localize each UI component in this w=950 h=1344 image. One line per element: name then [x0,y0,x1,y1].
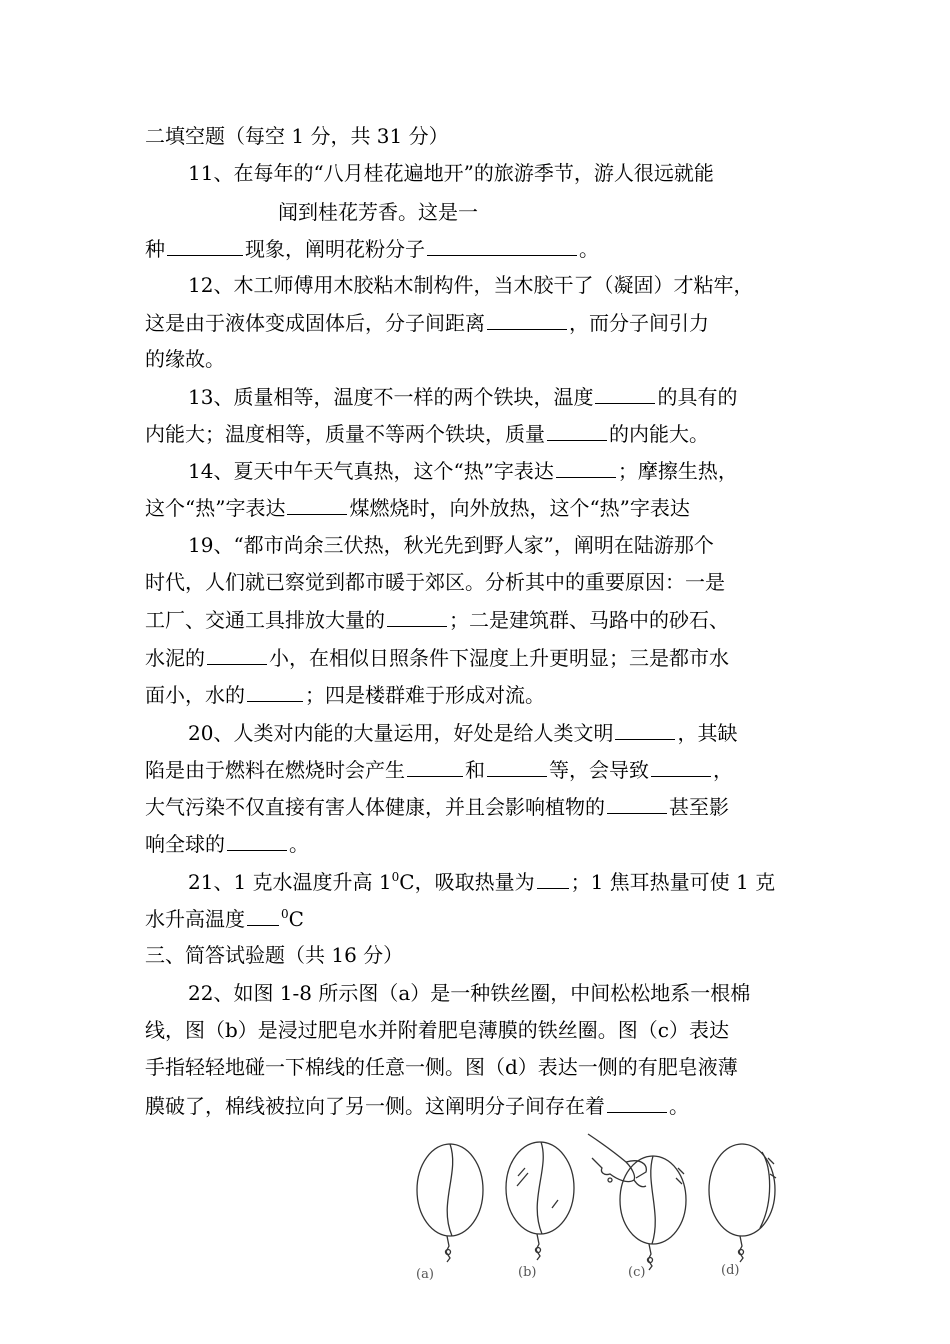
q21-text: C [288,907,304,931]
answer-blank[interactable] [487,757,547,777]
q11-line1: 11、在每年的“八月桂花遍地开”的旅游季节，游人很远就能 [188,161,714,185]
answer-blank[interactable] [547,421,607,441]
q20-line3 [145,794,729,819]
answer-blank[interactable] [167,236,243,256]
q11-text: 现象，阐明花粉分子 [245,237,425,261]
figure-label-a: (a) [416,1267,434,1282]
q22-line1: 22、如图 1-8 所示图（a）是一种铁丝圈，中间松松地系一根棉 [188,981,751,1005]
figure-label-d: (d) [721,1263,740,1278]
q20-line4 [145,831,309,856]
q19-line5 [145,682,545,707]
q21-text: 21、1 克水温度升高 1 [188,870,392,894]
q11-text: 。 [579,237,599,261]
q20-text: ， [713,758,733,782]
q13-text: 13、质量相等，温度不一样的两个铁块，温度 [188,385,594,409]
q20-text: 。 [289,832,309,856]
q14-text: ；摩擦生热， [617,459,738,483]
q14-text: 煤燃烧时，向外放热，这个“热”字表达 [349,496,690,520]
q22-text: 膜破了，棉线被拉向了另一侧。这阐明分子间存在着 [145,1094,605,1118]
q21-text: ；1 焦耳热量可使 1 克 [570,870,776,894]
answer-blank[interactable] [537,869,569,889]
q13-text: 内能大；温度相等，质量不等两个铁块，质量 [145,422,545,446]
q19-text: 水泥的 [145,646,205,670]
q20-text: 20、人类对内能的大量运用，好处是给人类文明 [188,721,614,745]
answer-blank[interactable] [287,495,347,515]
q20-text: 等，会导致 [549,758,649,782]
q20-text: 陷是由于燃料在燃烧时会产生 [145,758,405,782]
q19-line3 [145,607,729,632]
q22-text: 。 [669,1094,689,1118]
answer-blank[interactable] [556,458,616,478]
wire-loop-d [709,1144,776,1262]
q19-text: ；四是楼群难于形成对流。 [305,683,545,707]
q14-line2 [145,495,690,520]
q13-text: 的具有的 [657,385,738,409]
answer-blank[interactable] [651,757,711,777]
wire-loop-c [588,1134,686,1270]
q14-text: 14、夏天中午天气真热，这个“热”字表达 [188,459,554,483]
q22-line4 [145,1093,689,1118]
q11-line3 [145,236,599,261]
q12-line1: 12、木工师傅用木胶粘木制构件，当木胶干了（凝固）才粘牢， [188,273,754,297]
q19-line2: 时代，人们就已察觉到都市暖于郊区。分析其中的重要原因：一是 [145,570,725,594]
q19-text: 面小，水的 [145,683,245,707]
figure-label-b: (b) [518,1265,537,1280]
q14-line1 [188,458,738,483]
q20-text: 和 [465,758,485,782]
q13-line1 [188,384,737,409]
q21-line2 [145,906,304,931]
wire-loop-a [417,1144,483,1262]
answer-blank[interactable] [407,757,463,777]
answer-blank[interactable] [595,384,655,404]
answer-blank[interactable] [227,831,287,851]
q12-line2 [145,310,709,335]
q20-line2 [145,757,733,782]
finger-shape [588,1134,646,1182]
q19-text: 小，在相似日照条件下湿度上升更明显；三是都市水 [269,646,729,670]
section2-title: 二填空题（每空 1 分，共 31 分） [145,124,449,148]
q20-text: 甚至影 [669,795,729,819]
answer-blank[interactable] [427,236,577,256]
answer-blank[interactable] [387,607,447,627]
q11-text: 种 [145,237,165,261]
q20-line1 [188,720,737,745]
q11-line2: 闻到桂花芳香。这是一 [278,200,478,224]
q13-line2 [145,421,709,446]
answer-blank[interactable] [247,682,303,702]
answer-blank[interactable] [247,906,279,926]
q21-line1 [188,869,775,894]
q12-text: 这是由于液体变成固体后，分子间距离 [145,311,485,335]
q13-text: 的内能大。 [609,422,709,446]
q19-text: 工厂、交通工具排放大量的 [145,608,385,632]
q19-text: ；二是建筑群、马路中的砂石、 [449,608,729,632]
answer-blank[interactable] [607,794,667,814]
wire-loop-b [506,1142,574,1260]
q20-text: 响全球的 [145,832,225,856]
q22-line2: 线，图（b）是浸过肥皂水并附着肥皂薄膜的铁丝圈。图（c）表达 [145,1018,730,1042]
q21-text: C，吸取热量为 [399,870,535,894]
degree-superscript: 0 [281,907,289,921]
answer-blank[interactable] [487,310,567,330]
q14-text: 这个“热”字表达 [145,496,286,520]
answer-blank[interactable] [207,645,267,665]
answer-blank[interactable] [607,1093,667,1113]
answer-blank[interactable] [615,720,675,740]
section3-title: 三、简答试验题（共 16 分） [145,943,404,967]
q12-line3: 的缘故。 [145,347,225,371]
q20-text: ，其缺 [677,721,738,745]
q19-line1: 19、“都市尚余三伏热，秋光先到野人家”，阐明在陆游那个 [188,533,714,557]
q19-line4 [145,645,729,670]
q12-text: ，而分子间引力 [569,311,709,335]
degree-superscript: 0 [391,870,400,884]
wire-loop-figure [400,1128,790,1288]
figure-label-c: (c) [628,1265,646,1280]
q20-text: 大气污染不仅直接有害人体健康，并且会影响植物的 [145,795,605,819]
q22-line3: 手指轻轻地碰一下棉线的任意一侧。图（d）表达一侧的有肥皂液薄 [145,1055,738,1079]
q21-text: 水升高温度 [145,907,245,931]
